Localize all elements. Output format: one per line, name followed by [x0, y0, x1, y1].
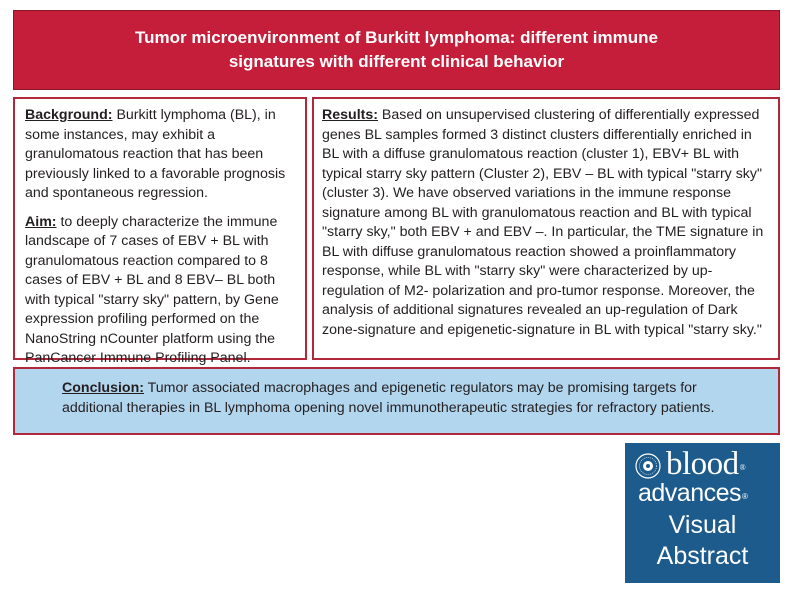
background-paragraph: [25, 106, 295, 204]
results-text: Based on unsupervised clustering of differentially expressed genes BL samples formed 3 distinct clusters differentially enriched in BL with a diffuse granulomatous reaction (cluster 1), EBV+ BL with typical starry sky pattern (Cluster 2), EBV – BL with typical "starry sky" (cluster 3). We have observed variations in the immune response signature among BL with granulomatous reaction and BL with typical "starry sky," both EBV + and EBV –. In particular, the TME signature in BL with diffuse granulomatous reaction showed a proinflammatory response, while BL with "starry sky" were characterized by up-regulation of M2- polarization and pro-tumor response. Moreover, the analysis of additional signatures revealed an up-regulation of Dark zone-signature and epigenetic-signature in BL with typical "starry sky.": [322, 107, 764, 338]
seal-icon: [635, 453, 661, 479]
page-title: Tumor microenvironment of Burkitt lymphoma: different immune signatures with different clinical behavior: [135, 28, 658, 71]
aim-text: to deeply characterize the immune landscape of 7 cases of EBV + BL with granulomatous reaction compared to 8 cases of EBV + BL and 8 EBV– BL both with typical "starry sky" pattern, by Gene expression profiling performed on the NanoString nCounter platform using the PanCancer Immune Profiling Panel.: [25, 213, 279, 366]
background-text: Burkitt lymphoma (BL), in some instances, may exhibit a granulomatous reaction that has been previously linked to a favorable prognosis and spontaneous regression.: [25, 107, 286, 201]
title-banner: [13, 10, 780, 90]
conclusion-text: Tumor associated macrophages and epigenetic regulators may be promising targets for additional therapies in BL lymphoma opening novel immunotherapeutic strategies for refractory patients.: [62, 380, 715, 416]
logo-visual-text: Visual: [668, 511, 737, 539]
conclusion-panel: [13, 367, 780, 435]
aim-label: Aim:: [25, 213, 57, 230]
logo-advances-text: advances®: [638, 479, 748, 507]
logo-abstract-text: Abstract: [656, 542, 749, 570]
blood-advances-logo: [625, 443, 780, 583]
background-aim-panel: [13, 97, 307, 366]
background-label: Background:: [25, 107, 113, 123]
results-panel: [312, 97, 780, 360]
results-paragraph: [322, 106, 770, 340]
conclusion-label: Conclusion:: [62, 380, 144, 396]
results-label: Results:: [322, 107, 378, 123]
logo-blood-text: blood®: [666, 446, 746, 482]
aim-paragraph: [25, 213, 295, 369]
